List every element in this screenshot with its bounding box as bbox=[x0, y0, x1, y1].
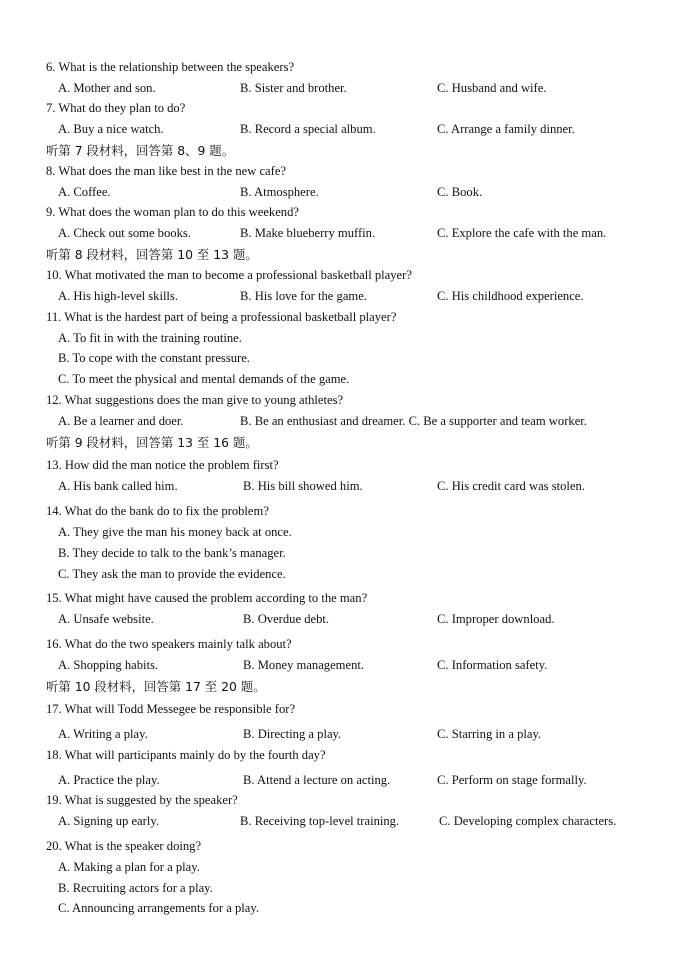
option-13a: A. His bank called him. bbox=[58, 479, 178, 493]
option-16a: A. Shopping habits. bbox=[58, 658, 159, 672]
question-19: 19. What is suggested by the speaker? bbox=[46, 793, 238, 807]
option-15c: C. Improper download. bbox=[437, 612, 555, 626]
option-10a: A. His high-level skills. bbox=[58, 289, 178, 303]
question-16: 16. What do the two speakers mainly talk about? bbox=[46, 637, 292, 651]
option-13b: B. His bill showed him. bbox=[243, 479, 363, 493]
option-14b: B. They decide to talk to the bank’s manager. bbox=[58, 546, 286, 560]
option-8a: A. Coffee. bbox=[58, 185, 111, 199]
option-11a: A. To fit in with the training routine. bbox=[58, 331, 242, 345]
question-14: 14. What do the bank do to fix the problem? bbox=[46, 504, 269, 518]
question-12: 12. What suggestions does the man give to young athletes? bbox=[46, 393, 344, 407]
option-19a: A. Signing up early. bbox=[58, 814, 159, 828]
question-18: 18. What will participants mainly do by the fourth day? bbox=[46, 748, 326, 762]
question-6: 6. What is the relationship between the speakers? bbox=[46, 60, 295, 74]
section-heading-10: 听第 10 段材料，回答第 17 至 20 题。 bbox=[46, 679, 266, 694]
section-heading-8: 听第 8 段材料，回答第 10 至 13 题。 bbox=[46, 247, 258, 262]
option-16b: B. Money management. bbox=[243, 658, 365, 672]
question-10: 10. What motivated the man to become a professional basketball player? bbox=[46, 268, 412, 282]
option-17a: A. Writing a play. bbox=[58, 727, 148, 741]
option-10b: B. His love for the game. bbox=[240, 289, 367, 303]
option-17b: B. Directing a play. bbox=[243, 727, 342, 741]
option-6a: A. Mother and son. bbox=[58, 81, 156, 95]
option-11c: C. To meet the physical and mental demands of the game. bbox=[58, 372, 350, 386]
option-7c: C. Arrange a family dinner. bbox=[437, 122, 575, 136]
question-20: 20. What is the speaker doing? bbox=[46, 839, 202, 853]
option-9b: B. Make blueberry muffin. bbox=[240, 226, 376, 240]
option-7b: B. Record a special album. bbox=[240, 122, 376, 136]
option-19b: B. Receiving top-level training. bbox=[240, 814, 400, 828]
option-12bc: B. Be an enthusiast and dreamer. C. Be a supporter and team worker. bbox=[240, 414, 587, 428]
option-15b: B. Overdue debt. bbox=[243, 612, 330, 626]
option-10c: C. His childhood experience. bbox=[437, 289, 584, 303]
question-7: 7. What do they plan to do? bbox=[46, 101, 186, 115]
question-9: 9. What does the woman plan to do this weekend? bbox=[46, 205, 299, 219]
option-6b: B. Sister and brother. bbox=[240, 81, 347, 95]
option-13c: C. His credit card was stolen. bbox=[437, 479, 585, 493]
option-18a: A. Practice the play. bbox=[58, 773, 160, 787]
option-20b: B. Recruiting actors for a play. bbox=[58, 881, 213, 895]
option-9a: A. Check out some books. bbox=[58, 226, 191, 240]
option-8c: C. Book. bbox=[437, 185, 483, 199]
option-15a: A. Unsafe website. bbox=[58, 612, 154, 626]
section-heading-9: 听第 9 段材料，回答第 13 至 16 题。 bbox=[46, 435, 258, 450]
option-20a: A. Making a plan for a play. bbox=[58, 860, 200, 874]
question-17: 17. What will Todd Messegee be responsible for? bbox=[46, 702, 296, 716]
option-6c: C. Husband and wife. bbox=[437, 81, 547, 95]
option-12a: A. Be a learner and doer. bbox=[58, 414, 184, 428]
option-14c: C. They ask the man to provide the evidence. bbox=[58, 567, 286, 581]
option-20c: C. Announcing arrangements for a play. bbox=[58, 901, 259, 915]
option-9c: C. Explore the cafe with the man. bbox=[437, 226, 607, 240]
question-13: 13. How did the man notice the problem first? bbox=[46, 458, 279, 472]
option-7a: A. Buy a nice watch. bbox=[58, 122, 164, 136]
option-19c: C. Developing complex characters. bbox=[439, 814, 617, 828]
option-18c: C. Perform on stage formally. bbox=[437, 773, 587, 787]
option-14a: A. They give the man his money back at once. bbox=[58, 525, 292, 539]
question-11: 11. What is the hardest part of being a professional basketball player? bbox=[46, 310, 397, 324]
question-8: 8. What does the man like best in the new cafe? bbox=[46, 164, 287, 178]
option-16c: C. Information safety. bbox=[437, 658, 548, 672]
option-18b: B. Attend a lecture on acting. bbox=[243, 773, 391, 787]
section-heading-7: 听第 7 段材料，回答第 8、9 题。 bbox=[46, 143, 235, 158]
option-11b: B. To cope with the constant pressure. bbox=[58, 351, 250, 365]
option-17c: C. Starring in a play. bbox=[437, 727, 542, 741]
question-15: 15. What might have caused the problem according to the man? bbox=[46, 591, 368, 605]
option-8b: B. Atmosphere. bbox=[240, 185, 319, 199]
